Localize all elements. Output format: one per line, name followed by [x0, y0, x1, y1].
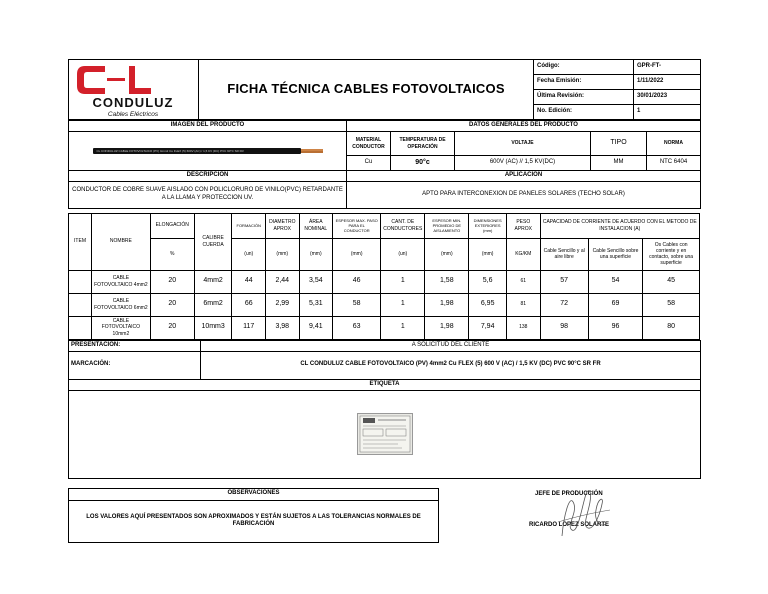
etiqueta-title: ETIQUETA: [69, 379, 701, 390]
th-cap-aire: Cable Sencillo y al aire libre: [540, 238, 588, 270]
th-elongacion: ELONGACIÓN: [150, 213, 194, 238]
logo-cell: [69, 60, 199, 120]
table-row: [69, 316, 700, 339]
row-formacion: 66: [232, 293, 266, 316]
row-peso: 81: [507, 293, 541, 316]
row-diametro: 2,99: [266, 293, 300, 316]
row-cap-superficie: 96: [588, 316, 643, 339]
presentacion-label: PRESENTACIÓN:: [69, 340, 201, 351]
row-espesor-max: 46: [333, 270, 381, 293]
th-cap-contacto: Os Cables con corriente y en contacto, sobre una superficie: [643, 238, 700, 270]
unit-cant: (un): [381, 238, 425, 270]
marcacion-value: CL CONDULUZ CABLE FOTOVOLTAICO (PV) 4mm2 Cu FLEX (5) 600 V (AC) / 1,5 KV (DC) PVC 90°C SR FR: [201, 351, 701, 379]
unit-elongacion: %: [150, 238, 194, 270]
row-peso: 61: [507, 270, 541, 293]
row-nombre: CABLE FOTOVOLTAICO 4mm2: [92, 270, 151, 293]
cable-image: [93, 146, 323, 156]
header-tipo: TIPO: [591, 132, 647, 156]
observaciones-text: LOS VALORES AQUÍ PRESENTADOS SON APROXIMADOS Y ESTÁN SUJETOS A LAS TOLERANCIAS NORMALES DE FABRICACIÓN: [69, 500, 439, 542]
th-cap-superficie: Cable Sencillo sobre una superficie: [588, 238, 643, 270]
th-espesor-max: ESPESOR MAX. PASO PARA EL CONDUCTOR: [333, 213, 381, 238]
firma-cargo: JEFE DE PRODUCCIÓN: [535, 491, 603, 497]
description-title: DESCRIPCIÓN: [69, 171, 347, 182]
th-area: ÁREA NOMINAL: [299, 213, 333, 238]
presentacion-value: A SOLICITUD DEL CLIENTE: [201, 340, 701, 351]
image-section-title: IMAGEN DEL PRODUCTO: [69, 121, 347, 132]
row-espesor-prom: 1,98: [425, 293, 469, 316]
row-cant: 1: [381, 316, 425, 339]
row-cap-aire: 72: [540, 293, 588, 316]
row-espesor-prom: 1,58: [425, 270, 469, 293]
unit-formacion: (un): [232, 238, 266, 270]
row-nombre: CABLE FOTOVOLTAICO 10mm2: [92, 316, 151, 339]
row-elongacion: 20: [150, 316, 194, 339]
row-nombre: CABLE FOTOVOLTAICO 6mm2: [92, 293, 151, 316]
row-cap-superficie: 69: [588, 293, 643, 316]
row-formacion: 44: [232, 270, 266, 293]
row-dimensiones: 5,6: [469, 270, 507, 293]
row-elongacion: 20: [150, 293, 194, 316]
conduluz-logo-mark: [71, 62, 195, 118]
row-dimensiones: 6,95: [469, 293, 507, 316]
row-formacion: 117: [232, 316, 266, 339]
general-section-title: DATOS GENERALES DEL PRODUCTO: [347, 121, 701, 132]
unit-espesor-prom: (mm): [425, 238, 469, 270]
logo-brand-text: CONDULUZ: [92, 94, 174, 110]
cable-print-text: CL CONDULUZ CABLE FOTOVOLTAICO (PV) 4mm2 Cu FLEX (5) 600V (AC) / 1,5 KV (DC) PVC 90°C SR FR: [96, 149, 244, 153]
header-voltaje: VOLTAJE: [455, 132, 591, 156]
marking-table: [68, 340, 701, 479]
table-row: [69, 293, 700, 316]
meta-label-codigo: Código:: [534, 60, 634, 75]
etiqueta-image-cell: [69, 390, 701, 478]
row-area: 5,31: [299, 293, 333, 316]
row-espesor-max: 58: [333, 293, 381, 316]
unit-espesor-max: (mm): [333, 238, 381, 270]
row-cap-superficie: 54: [588, 270, 643, 293]
unit-diametro: (mm): [266, 238, 300, 270]
row-calibre: 4mm2: [194, 270, 232, 293]
handwritten-signature: [552, 484, 612, 544]
th-nombre: NOMBRE: [92, 213, 151, 270]
value-temperatura: 90°c: [391, 156, 455, 171]
meta-label-fecha: Fecha Emisión:: [534, 75, 634, 90]
meta-value-codigo: GPR-FT-: [634, 60, 701, 75]
th-formacion: FORMACIÓN: [232, 213, 266, 238]
observaciones-title: OBSERVACIONES: [69, 488, 439, 500]
meta-value-revision: 30/01/2023: [634, 90, 701, 105]
unit-dimensiones: (mm): [469, 238, 507, 270]
row-cap-aire: 98: [540, 316, 588, 339]
value-voltaje: 600V (AC) // 1,5 KV(DC): [455, 156, 591, 171]
row-cant: 1: [381, 293, 425, 316]
th-capacidad: CAPACIDAD DE CORRIENTE DE ACUERDO CON EL METODO DE INSTALACION (A): [540, 213, 699, 238]
th-diametro: DIAMETRO APROX: [266, 213, 300, 238]
table-row: [69, 270, 700, 293]
meta-value-fecha: 1/11/2022: [634, 75, 701, 90]
th-dimensiones: DIMENSIONES EXTERIORES (mm): [469, 213, 507, 238]
description-text: CONDUCTOR DE COBRE SUAVE AISLADO CON POLICLORURO DE VINILO(PVC) RETARDANTE A LA LLAMA Y PROTECCION UV.: [69, 181, 347, 208]
application-text: APTO PARA INTERCONEXION DE PANELES SOLARES (TECHO SOLAR): [347, 181, 701, 208]
datasheet: [68, 59, 700, 543]
spec-table: [68, 213, 700, 340]
row-cant: 1: [381, 270, 425, 293]
general-table: [68, 120, 701, 209]
value-norma: NTC 6404: [647, 156, 701, 171]
meta-label-revision: Última Revisión:: [534, 90, 634, 105]
row-calibre: 6mm2: [194, 293, 232, 316]
row-dimensiones: 7,94: [469, 316, 507, 339]
logo-tagline-text: Cables Eléctricos: [107, 110, 159, 118]
row-espesor-prom: 1,98: [425, 316, 469, 339]
row-cap-aire: 57: [540, 270, 588, 293]
unit-peso: KG/KM: [507, 238, 541, 270]
firma-nombre: RICARDO LOPEZ SOLARTE: [529, 522, 610, 528]
th-calibre: CALIBRE CUERDA: [194, 213, 232, 270]
document-title: FICHA TÉCNICA CABLES FOTOVOLTAICOS: [199, 60, 534, 120]
header-norma: NORMA: [647, 132, 701, 156]
conduluz-logo: [71, 62, 196, 118]
product-image-cell: [69, 132, 347, 171]
row-espesor-max: 63: [333, 316, 381, 339]
meta-value-edicion: 1: [634, 105, 701, 120]
unit-area: (mm): [299, 238, 333, 270]
value-material: Cu: [347, 156, 391, 171]
value-tipo: MM: [591, 156, 647, 171]
label-photo: [357, 413, 413, 455]
row-diametro: 2,44: [266, 270, 300, 293]
marcacion-label: MARCACIÓN:: [69, 351, 201, 379]
application-title: APLICACIÓN: [347, 171, 701, 182]
header-table: [68, 59, 701, 120]
row-cap-contacto: 80: [643, 316, 700, 339]
row-elongacion: 20: [150, 270, 194, 293]
meta-label-edicion: No. Edición:: [534, 105, 634, 120]
row-cap-contacto: 45: [643, 270, 700, 293]
row-peso: 138: [507, 316, 541, 339]
label-image: [358, 414, 412, 454]
th-item: ITEM: [69, 213, 92, 270]
row-area: 9,41: [299, 316, 333, 339]
row-calibre: 10mm3: [194, 316, 232, 339]
th-cant: CANT. DE CONDUCTORES: [381, 213, 425, 238]
header-material: MATERIAL CONDUCTOR: [347, 132, 391, 156]
th-peso: PESO APROX: [507, 213, 541, 238]
row-diametro: 3,98: [266, 316, 300, 339]
th-espesor-prom: ESPESOR MIN. PROMEDIO DE AISLAMIENTO: [425, 213, 469, 238]
header-temperatura: TEMPERATURA DE OPERACIÓN: [391, 132, 455, 156]
row-area: 3,54: [299, 270, 333, 293]
row-cap-contacto: 58: [643, 293, 700, 316]
